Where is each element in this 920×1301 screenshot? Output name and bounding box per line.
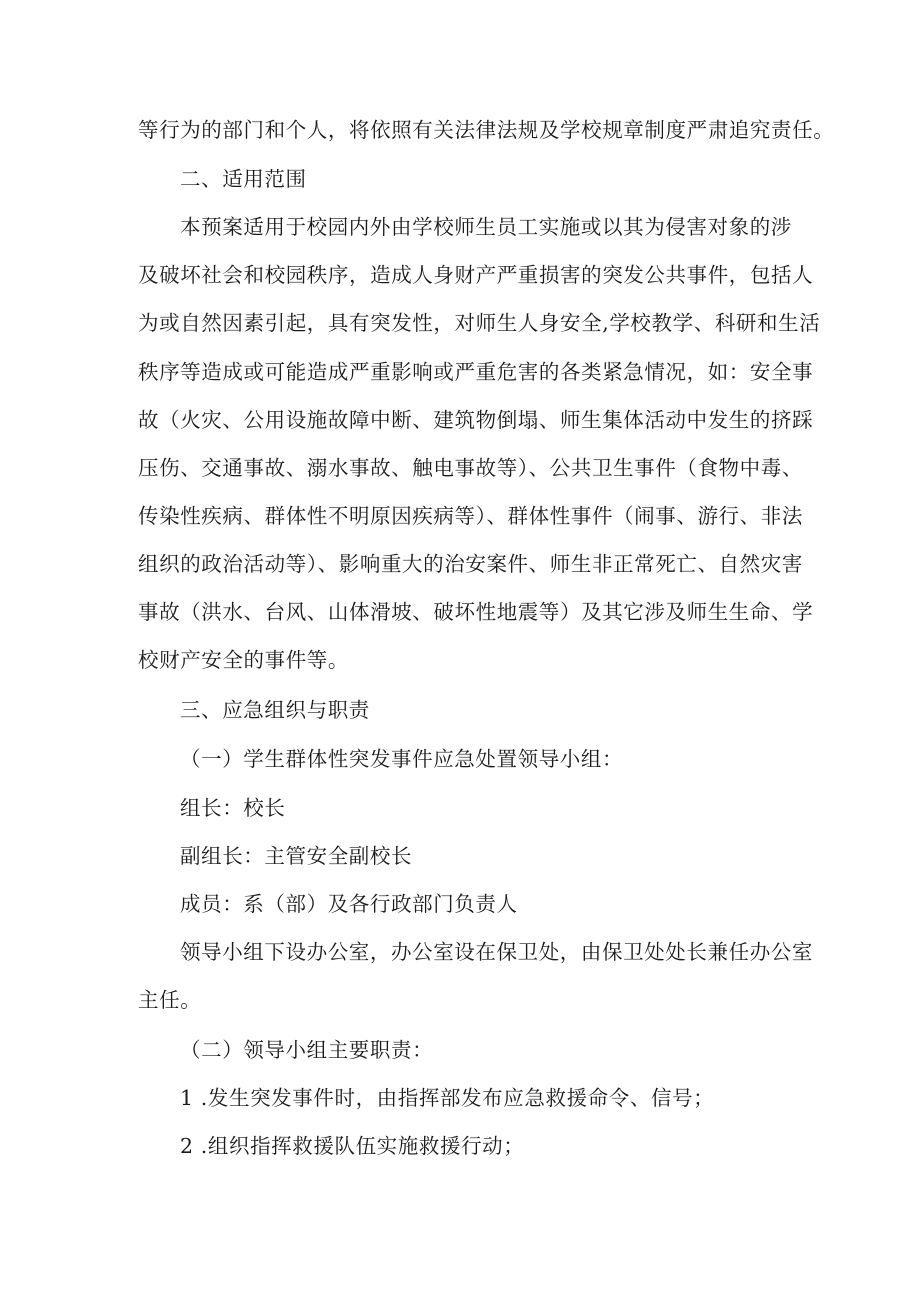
scope-paragraph-line: 本预案适用于校园内外由学校师生员工实施或以其为侵害对象的涉 <box>180 215 792 239</box>
section-heading-organization: 三、应急组织与职责 <box>180 698 370 722</box>
scope-paragraph-line: 及破坏社会和校园秩序，造成人身财产严重损害的突发公共事件，包括人 <box>138 263 814 287</box>
scope-paragraph-line: 压伤、交通事故、溺水事故、触电事故等）、公共卫生事件（食物中毒、 <box>138 456 803 480</box>
subsection-heading-leading-group: （一）学生群体性突发事件应急处置领导小组： <box>180 747 624 771</box>
subsection-heading-duties: （二）领导小组主要职责： <box>180 1038 434 1062</box>
duty-item: 2 .组织指挥救援队伍实施救援行动； <box>180 1134 525 1158</box>
duty-item: 1 .发生突发事件时，由指挥部发布应急救援命令、信号； <box>180 1086 715 1110</box>
scope-paragraph-line: 秩序等造成或可能造成严重影响或严重危害的各类紧急情况，如：安全事 <box>138 360 814 384</box>
office-line: 主任。 <box>138 988 202 1012</box>
scope-paragraph-line: 故（火灾、公用设施故障中断、建筑物倒塌、师生集体活动中发生的挤踩 <box>138 408 814 432</box>
scope-paragraph-line: 为或自然因素引起，具有突发性，对师生人身安全,学校教学、科研和生活 <box>138 311 821 335</box>
members-line: 成员：系（部）及各行政部门负责人 <box>180 892 518 916</box>
deputy-leader-line: 副组长：主管安全副校长 <box>180 844 413 868</box>
office-line: 领导小组下设办公室，办公室设在保卫处，由保卫处处长兼任办公室 <box>180 940 813 964</box>
scope-paragraph-line: 校财产安全的事件等。 <box>138 648 349 672</box>
scope-paragraph-line: 传染性疾病、群体性不明原因疾病等）、群体性事件（闹事、游行、非法 <box>138 504 803 528</box>
section-heading-scope: 二、适用范围 <box>180 167 307 191</box>
scope-paragraph-line: 组织的政治活动等）、影响重大的治安案件、师生非正常死亡、自然灾害 <box>138 552 803 576</box>
group-leader-line: 组长：校长 <box>180 796 286 820</box>
scope-paragraph-line: 事故（洪水、台风、山体滑坡、破坏性地震等）及其它涉及师生生命、学 <box>138 600 814 624</box>
continuation-text: 等行为的部门和个人，将依照有关法律法规及学校规章制度严肃追究责任。 <box>138 118 835 142</box>
